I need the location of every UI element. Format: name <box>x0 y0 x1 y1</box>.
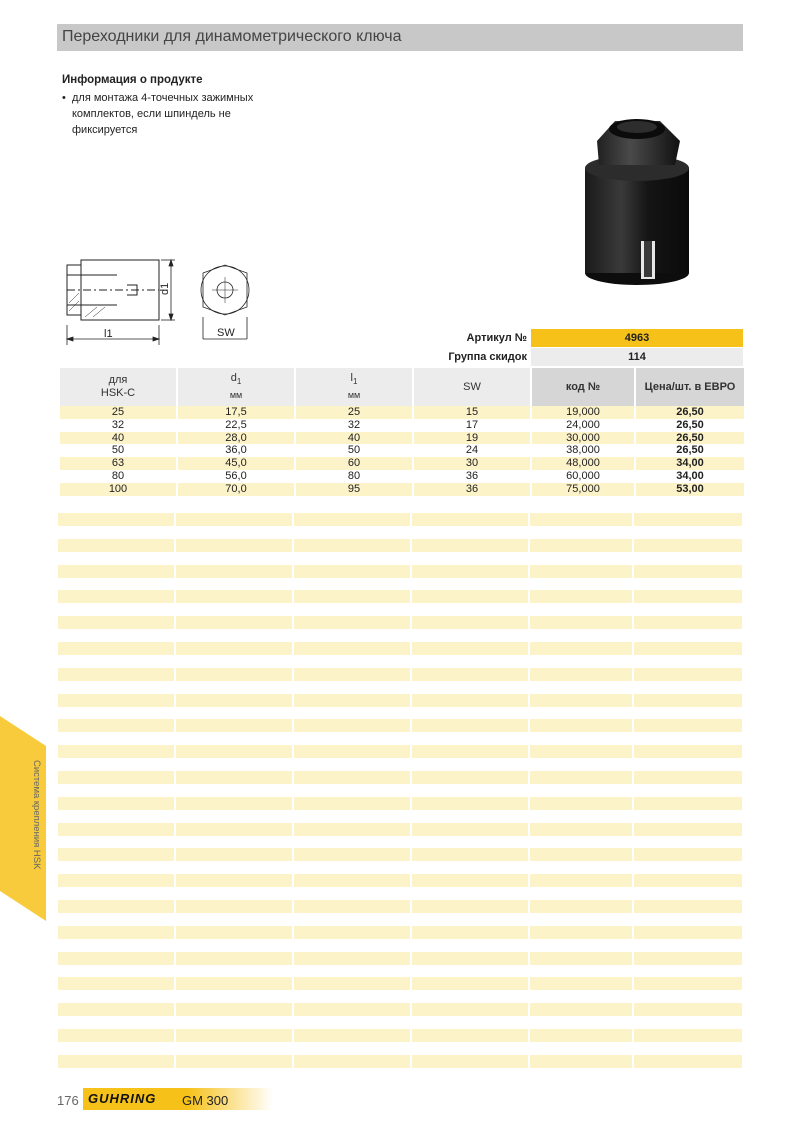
empty-stripe <box>58 1029 744 1042</box>
cell-sw: 15 <box>414 406 530 419</box>
article-row <box>57 329 743 347</box>
cell-l1: 80 <box>296 470 412 483</box>
empty-stripe <box>58 565 744 578</box>
cell-code: 38,000 <box>532 444 634 457</box>
col-header-d1: $d_1$ мм <box>178 368 294 406</box>
col-header-price: Цена/шт. в ЕВРО <box>636 368 744 406</box>
article-number: 4963 <box>531 329 743 347</box>
cell-code: 48,000 <box>532 457 634 470</box>
discount-group-value: 114 <box>531 348 743 366</box>
col-header-hsk: для HSK-C <box>60 368 176 406</box>
empty-stripe <box>58 848 744 861</box>
cell-hsk: 32 <box>60 419 176 432</box>
cell-hsk: 40 <box>60 432 176 445</box>
cell-code: 30,000 <box>532 432 634 445</box>
cell-hsk: 80 <box>60 470 176 483</box>
catalog-name: GM 300 <box>182 1093 229 1108</box>
col-header-l1: $l_1$ мм <box>296 368 412 406</box>
cell-d1: 36,0 <box>178 444 294 457</box>
cell-price: 26,50 <box>636 444 744 457</box>
product-photo <box>575 113 700 288</box>
cell-price: 53,00 <box>636 483 744 496</box>
empty-stripe <box>58 642 744 655</box>
page-title: Переходники для динамометрического ключа <box>62 28 402 45</box>
cell-hsk: 50 <box>60 444 176 457</box>
cell-hsk: 63 <box>60 457 176 470</box>
cell-l1: 40 <box>296 432 412 445</box>
article-label: Артикул № <box>466 332 527 344</box>
cell-sw: 17 <box>414 419 530 432</box>
empty-stripe <box>58 719 744 732</box>
table-row <box>60 483 744 496</box>
cell-price: 26,50 <box>636 419 744 432</box>
cell-price: 34,00 <box>636 470 744 483</box>
product-info-heading: Информация о продукте <box>62 74 203 86</box>
empty-stripe <box>58 874 744 887</box>
cell-d1: 56,0 <box>178 470 294 483</box>
empty-stripe <box>58 1003 744 1016</box>
cell-d1: 70,0 <box>178 483 294 496</box>
cell-code: 60,000 <box>532 470 634 483</box>
cell-l1: 32 <box>296 419 412 432</box>
sw-label: SW <box>217 327 235 339</box>
product-info-text: для монтажа 4-точечных зажимных комплектов, если шпиндель не фиксируется <box>72 92 254 136</box>
cell-sw: 36 <box>414 470 530 483</box>
cell-d1: 28,0 <box>178 432 294 445</box>
bullet-icon: • <box>62 92 66 104</box>
brand-logo: GUHRING <box>88 1091 157 1106</box>
product-table <box>58 368 746 496</box>
empty-stripe <box>58 977 744 990</box>
table-row <box>60 444 744 457</box>
table-row <box>60 419 744 432</box>
empty-stripe <box>58 797 744 810</box>
cell-d1: 45,0 <box>178 457 294 470</box>
table-row <box>60 406 744 419</box>
l1-label: l1 <box>104 328 113 340</box>
cell-code: 19,000 <box>532 406 634 419</box>
table-row <box>60 457 744 470</box>
cell-code: 24,000 <box>532 419 634 432</box>
table-row <box>60 470 744 483</box>
empty-stripe <box>58 823 744 836</box>
empty-stripe <box>58 590 744 603</box>
cell-price: 26,50 <box>636 406 744 419</box>
cell-d1: 17,5 <box>178 406 294 419</box>
table-row <box>60 432 744 445</box>
discount-group-label: Группа скидок <box>448 351 527 363</box>
cell-l1: 95 <box>296 483 412 496</box>
empty-stripe <box>58 616 744 629</box>
empty-stripe <box>58 1055 744 1068</box>
cell-sw: 19 <box>414 432 530 445</box>
empty-stripe <box>58 900 744 913</box>
empty-stripe <box>58 668 744 681</box>
col-header-sw: SW <box>414 368 530 406</box>
page-number: 176 <box>57 1093 79 1108</box>
cell-l1: 60 <box>296 457 412 470</box>
cell-sw: 24 <box>414 444 530 457</box>
d1-label: d1 <box>159 282 171 295</box>
empty-stripe <box>58 513 744 526</box>
cell-hsk: 100 <box>60 483 176 496</box>
cell-hsk: 25 <box>60 406 176 419</box>
cell-price: 34,00 <box>636 457 744 470</box>
cell-d1: 22,5 <box>178 419 294 432</box>
table-header-row <box>60 368 744 406</box>
empty-stripe <box>58 952 744 965</box>
discount-group-row <box>57 348 743 366</box>
product-info-bullet <box>62 90 262 138</box>
cell-l1: 50 <box>296 444 412 457</box>
section-label: Система крепления HSK <box>31 760 42 870</box>
cell-code: 75,000 <box>532 483 634 496</box>
col-header-code: код № <box>532 368 634 406</box>
page-title-bar <box>57 24 743 51</box>
cell-sw: 30 <box>414 457 530 470</box>
empty-stripe <box>58 926 744 939</box>
cell-price: 26,50 <box>636 432 744 445</box>
empty-stripe <box>58 771 744 784</box>
cell-sw: 36 <box>414 483 530 496</box>
empty-stripe <box>58 694 744 707</box>
cell-l1: 25 <box>296 406 412 419</box>
empty-stripe <box>58 745 744 758</box>
empty-stripe <box>58 539 744 552</box>
